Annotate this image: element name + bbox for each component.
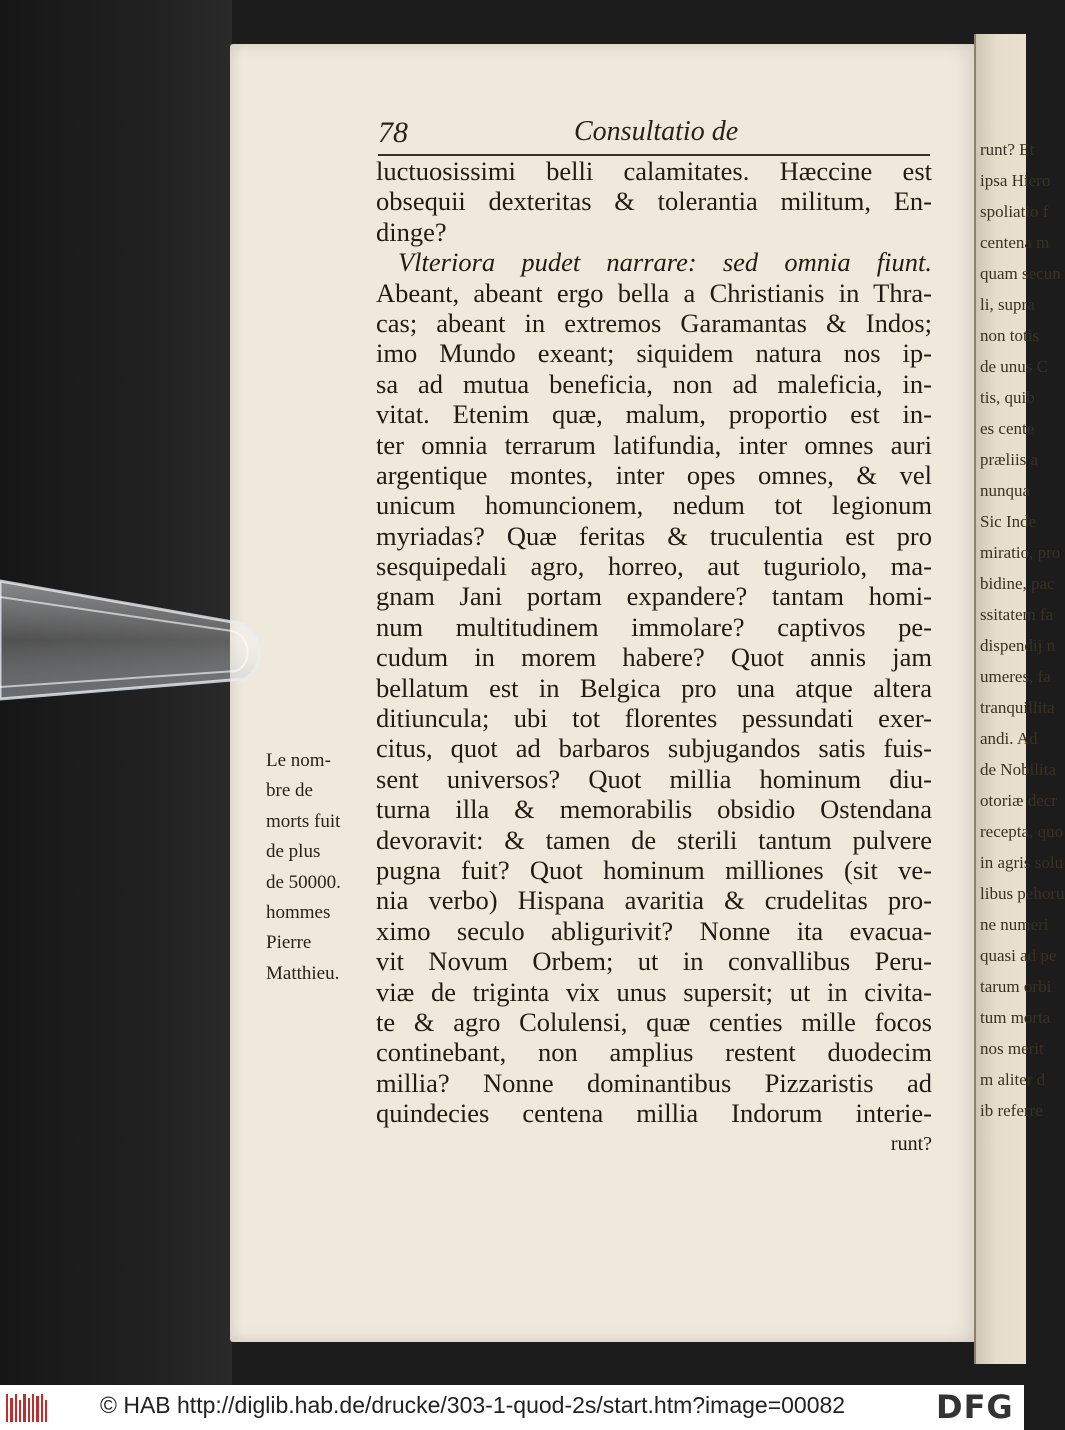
text-line: obsequii dexteritas & tolerantia militum, En-	[376, 186, 932, 217]
text-line: unicum homuncionem, nedum tot legionum	[376, 490, 932, 521]
text-line: cudum in morem habere? Quot annis jam	[376, 642, 932, 673]
adjacent-page-line: quam secun	[980, 264, 1061, 283]
text-line: millia? Nonne dominantibus Pizzaristis ad	[376, 1067, 932, 1098]
adjacent-page-line: runt? Et	[980, 140, 1035, 159]
adjacent-page-line: præliis a	[980, 450, 1039, 469]
text-line: sesquipedali agro, horreo, aut tuguriolo, ma-	[376, 551, 932, 582]
adjacent-page-line: non totis	[980, 326, 1040, 345]
text-line: continebant, non amplius restent duodecim	[376, 1037, 932, 1068]
adjacent-page-line: ib referre	[980, 1101, 1043, 1120]
adjacent-page-line: andi. Ad	[980, 729, 1038, 748]
text-line: argentique montes, inter opes omnes, & vel	[376, 459, 932, 490]
text-line: pugna fuit? Quot hominum milliones (sit ve-	[376, 854, 932, 885]
text-line: runt?	[890, 1132, 932, 1155]
adjacent-page-line: ne numeri	[980, 915, 1049, 934]
adjacent-page-line: ssitatem fa	[980, 605, 1054, 624]
text-line: ximo seculo abligurivit? Nonne ita evacua-	[376, 915, 932, 946]
adjacent-page-line: tarum orbi	[980, 977, 1052, 996]
text-line: viæ de triginta vix unus supersit; ut in civita-	[376, 976, 932, 1007]
adjacent-page-line: es cente	[980, 419, 1035, 438]
text-line: turna illa & memorabilis obsidio Ostendana	[376, 794, 932, 825]
text-line: ditiuncula; ubi tot florentes pessundati exer-	[376, 703, 932, 734]
text-line: devoravit: & tamen de sterili tantum pulvere	[376, 824, 932, 855]
adjacent-page-edge	[974, 34, 1065, 1364]
text-line: Vlteriora pudet narrare: sed omnia fiunt.	[398, 247, 932, 278]
text-line: bellatum est in Belgica pro una atque altera	[376, 672, 932, 703]
adjacent-page-line: m aliter d	[980, 1070, 1046, 1089]
barcode-icon	[6, 1392, 48, 1424]
text-line: imo Mundo exeant; siquidem natura nos ip-	[376, 338, 932, 369]
text-line: myriadas? Quæ feritas & truculentia est pro	[376, 520, 932, 551]
text-line: quindecies centena millia Indorum interie-	[376, 1098, 932, 1129]
adjacent-page-line: de Nobilita	[980, 760, 1057, 779]
adjacent-page-line: bidine, pac	[980, 574, 1055, 593]
text-line: num multitudinem immolare? captivos pe-	[376, 611, 932, 642]
text-line: vit Novum Orbem; ut in convallibus Peru-	[376, 946, 932, 977]
page-number: 78	[378, 116, 408, 149]
glass-clip	[0, 575, 270, 705]
text-line: Abeant, abeant ergo bella a Christianis in Thra-	[376, 277, 932, 308]
adjacent-page-line: recepta, quo	[980, 822, 1064, 841]
text-line: gnam Jani portam expandere? tantam homi-	[376, 581, 932, 612]
text-line: luctuosissimi belli calamitates. Hæccine est	[376, 156, 932, 186]
adjacent-page-line: libus pehoru	[980, 884, 1065, 903]
main-text-block	[376, 156, 932, 1159]
adjacent-page-line: umeres, fa	[980, 667, 1051, 686]
margin-note-line: Pierre	[266, 932, 312, 954]
adjacent-page-line: Sic Inde	[980, 512, 1037, 531]
margin-note-line: Le nom-	[266, 750, 331, 771]
adjacent-page-line: tum morta	[980, 1008, 1051, 1027]
text-line: vitat. Etenim quæ, malum, proportio est in-	[376, 399, 932, 430]
text-line: ter omnia terrarum latifundia, inter omnes auri	[376, 429, 932, 460]
margin-note	[266, 746, 378, 989]
margin-note-line: bre de	[266, 780, 313, 802]
page-header	[378, 112, 932, 152]
adjacent-page-line: tranquillita	[980, 698, 1055, 717]
adjacent-page-line: centena m	[980, 233, 1050, 252]
adjacent-page-line: nunqua	[980, 481, 1031, 500]
text-line: te & agro Colulensi, quæ centies mille focos	[376, 1006, 932, 1037]
margin-note-line: de plus	[266, 841, 321, 863]
text-line: dinge?	[376, 216, 447, 247]
margin-note-line: Matthieu.	[266, 962, 340, 984]
running-head: Consultatio de	[574, 116, 739, 147]
adjacent-page-line: li, supra	[980, 295, 1035, 314]
adjacent-page-line: spoliatio f	[980, 202, 1049, 221]
adjacent-page-text	[976, 134, 1065, 1126]
text-line: sa ad mutua beneficia, non ad maleficia, in-	[376, 368, 932, 399]
adjacent-page-line: nos merit	[980, 1039, 1044, 1058]
adjacent-page-line: ipsa Hiero	[980, 171, 1051, 190]
text-line: cas; abeant in extremos Garamantas & Indos;	[376, 307, 932, 338]
text-line: nia verbo) Hispana avaritia & crudelitas pro-	[376, 885, 932, 916]
text-line: sent universos? Quot millia hominum diu-	[376, 763, 932, 794]
dfg-logo: DFG	[936, 1388, 1014, 1426]
margin-note-line: morts fuit	[266, 810, 341, 832]
source-credit: © HAB http://diglib.hab.de/drucke/303-1-quod-2s/start.htm?image=00082	[100, 1392, 846, 1418]
adjacent-page-line: quasi ad pe	[980, 946, 1057, 965]
adjacent-page-line: tis, quib	[980, 388, 1035, 407]
adjacent-page-line: dispendij n	[980, 636, 1056, 655]
margin-note-line: hommes	[266, 901, 331, 923]
adjacent-page-line: miratio, pro	[980, 543, 1061, 562]
adjacent-page-line: otoriæ decr	[980, 791, 1057, 810]
text-line: citus, quot ad barbaros subjugandos satis fuis-	[376, 733, 932, 764]
adjacent-page-line: in agris solu	[980, 853, 1064, 872]
footer-bar	[0, 1385, 1024, 1430]
adjacent-page-line: de unus C	[980, 357, 1048, 376]
margin-note-line: de 50000.	[266, 871, 341, 893]
